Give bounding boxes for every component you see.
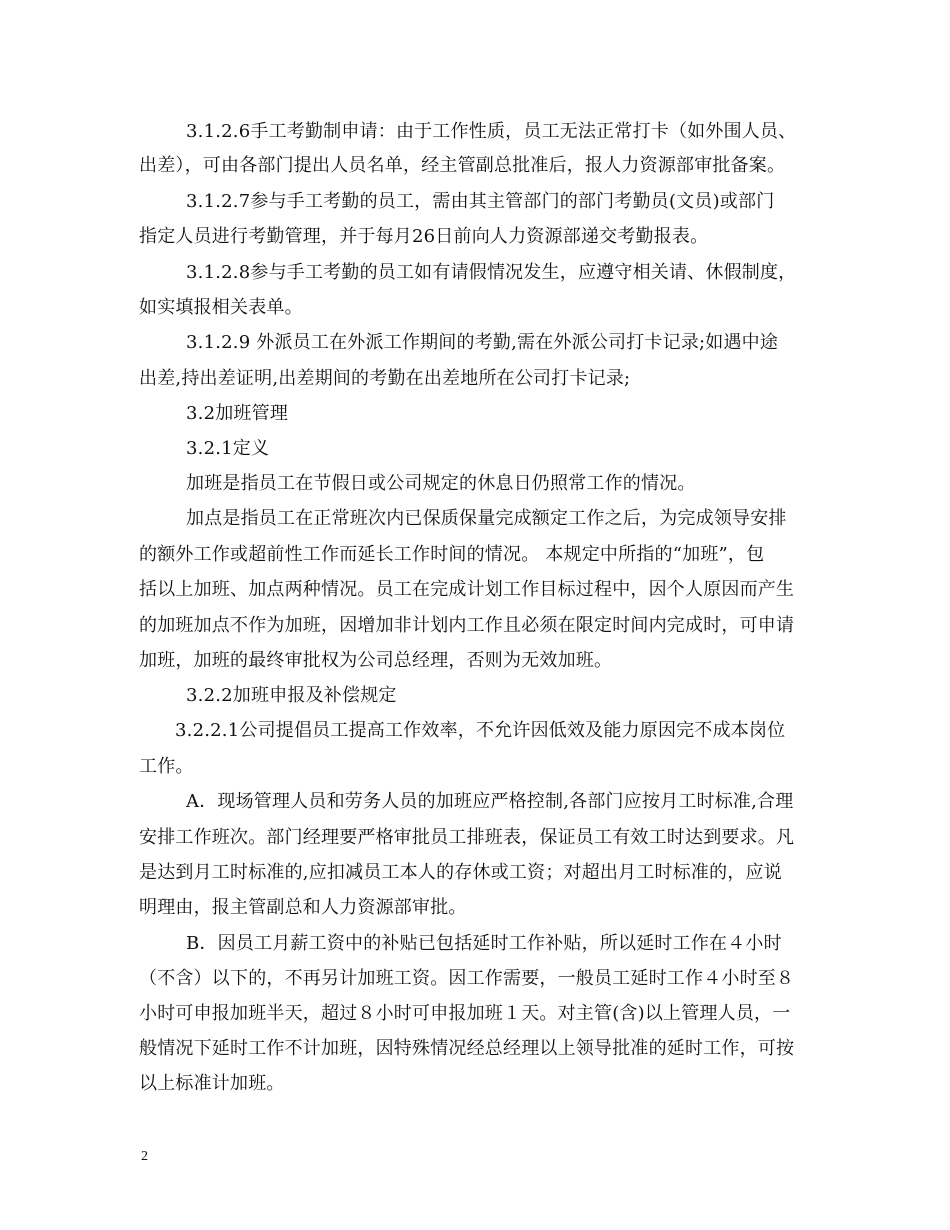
paragraph-11-line-1: A．现场管理人员和劳务人员的加班应严格控制,各部门应按月工时标准,合理 bbox=[186, 791, 794, 812]
paragraph-3-line-2: 如实填报相关表单。 bbox=[139, 297, 303, 318]
paragraph-4-line-2: 出差,持出差证明,出差期间的考勤在出差地所在公司打卡记录; bbox=[139, 368, 631, 389]
paragraph-2-line-1: 3.1.2.7参与手工考勤的员工，需由其主管部门的部门考勤员(文员)或部门 bbox=[186, 191, 775, 212]
paragraph-8-line-2: 的额外工作或超前性工作而延长工作时间的情况。 本规定中所指的“加班”，包 bbox=[139, 544, 765, 565]
paragraph-8-line-5: 加班，加班的最终审批权为公司总经理，否则为无效加班。 bbox=[139, 650, 613, 671]
paragraph-8-line-3: 括以上加班、加点两种情况。员工在完成计划工作目标过程中，因个人原因而产生 bbox=[139, 579, 795, 600]
paragraph-10-line-2: 工作。 bbox=[139, 756, 194, 777]
paragraph-11-line-3: 是达到月工时标准的,应扣减员工本人的存休或工资；对超出月工时标准的，应说 bbox=[139, 862, 782, 883]
paragraph-9-line-1: 3.2.2加班申报及补偿规定 bbox=[186, 685, 397, 706]
paragraph-12-line-2: （不含）以下的，不再另计加班工资。因工作需要，一般员工延时工作４小时至８ bbox=[139, 968, 795, 989]
paragraph-11-line-2: 安排工作班次。部门经理要严格审批员工排班表，保证员工有效工时达到要求。凡 bbox=[139, 827, 795, 848]
paragraph-8-line-1: 加点是指员工在正常班次内已保质保量完成额定工作之后，为完成领导安排 bbox=[186, 508, 787, 529]
paragraph-12-line-1: B．因员工月薪工资中的补贴已包括延时工作补贴，所以延时工作在４小时 bbox=[186, 933, 782, 954]
paragraph-1-line-2: 出差），可由各部门提出人员名单，经主管副总批准后，报人力资源部审批备案。 bbox=[139, 155, 786, 176]
paragraph-3-line-1: 3.1.2.8参与手工考勤的员工如有请假情况发生，应遵守相关请、休假制度， bbox=[186, 262, 797, 283]
paragraph-12-line-5: 以上标准计加班。 bbox=[139, 1073, 285, 1094]
page-number: 2 bbox=[141, 1149, 148, 1164]
paragraph-8-line-4: 的加班加点不作为加班，因增加非计划内工作且必须在限定时间内完成时，可申请 bbox=[139, 615, 795, 636]
paragraph-2-line-2: 指定人员进行考勤管理，并于每月26日前向人力资源部递交考勤报表。 bbox=[139, 226, 709, 247]
paragraph-12-line-4: 般情况下延时工作不计加班，因特殊情况经总经理以上领导批准的延时工作，可按 bbox=[139, 1038, 795, 1059]
paragraph-7-line-1: 加班是指员工在节假日或公司规定的休息日仍照常工作的情况。 bbox=[186, 473, 696, 494]
paragraph-5-line-1: 3.2加班管理 bbox=[186, 403, 289, 424]
paragraph-12-line-3: 小时可申报加班半天，超过８小时可申报加班１天。对主管(含)以上管理人员，一 bbox=[139, 1003, 791, 1024]
paragraph-4-line-1: 3.1.2.9 外派员工在外派工作期间的考勤,需在外派公司打卡记录;如遇中途 bbox=[186, 332, 779, 353]
paragraph-11-line-4: 明理由，报主管副总和人力资源部审批。 bbox=[139, 897, 467, 918]
paragraph-10-line-1: 3.2.2.1公司提倡员工提高工作效率，不允许因低效及能力原因完不成本岗位 bbox=[175, 720, 786, 741]
paragraph-1-line-1: 3.1.2.6手工考勤制申请：由于工作性质，员工无法正常打卡（如外围人员、 bbox=[186, 121, 797, 142]
paragraph-6-line-1: 3.2.1定义 bbox=[186, 438, 270, 459]
